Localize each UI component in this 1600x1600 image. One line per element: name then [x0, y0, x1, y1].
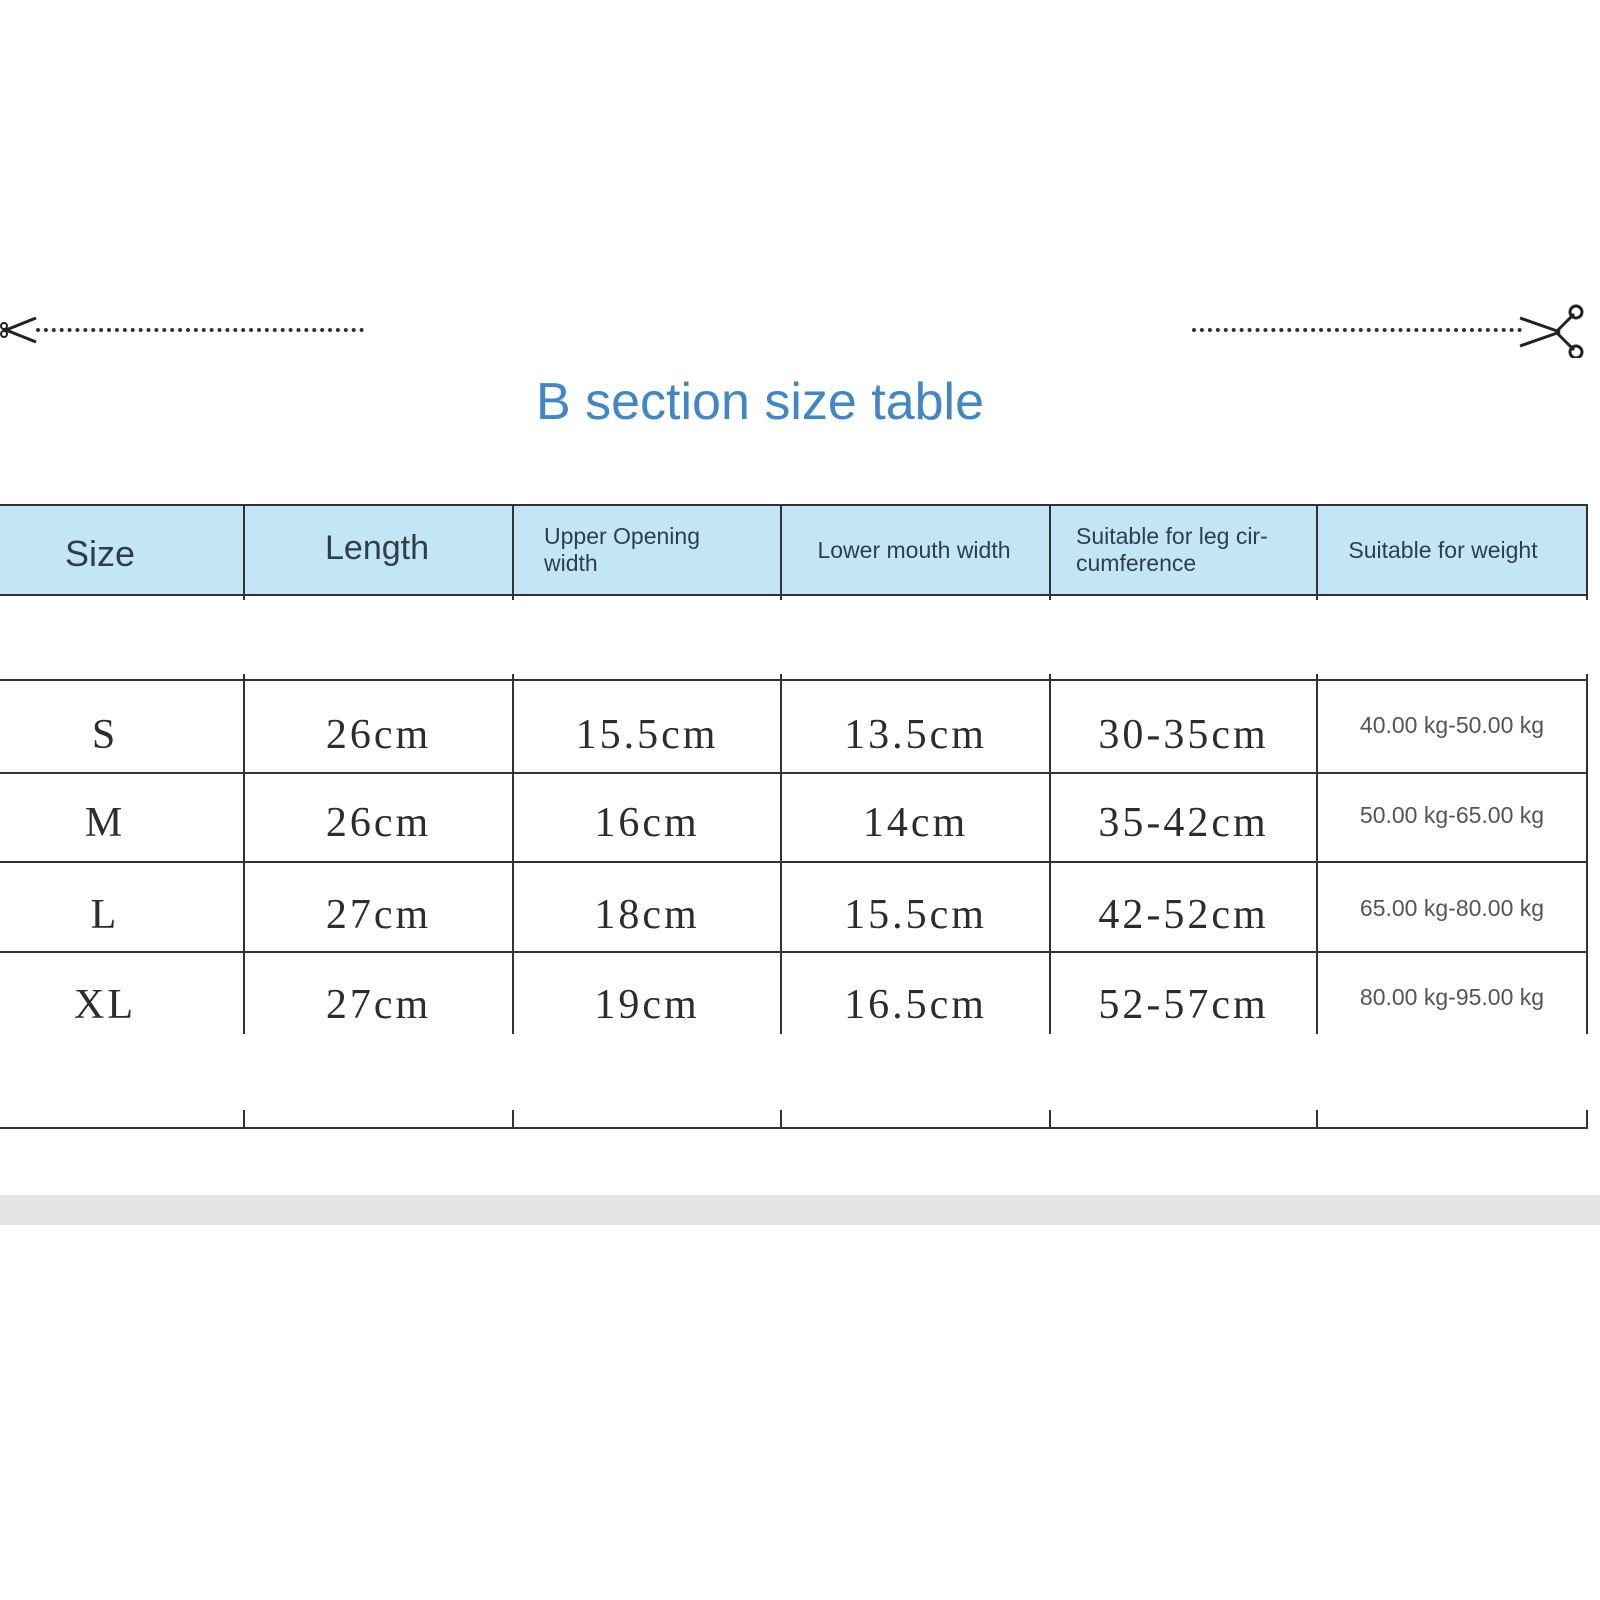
table-row-s-leg: 30-35cm	[1098, 712, 1269, 758]
table-row-l-lower: 15.5cm	[844, 892, 987, 938]
cut-line-right	[1192, 328, 1522, 332]
table-row-m-leg: 35-42cm	[1098, 800, 1269, 846]
table-row-xl-lower: 16.5cm	[844, 982, 987, 1028]
header-divider	[780, 504, 782, 600]
header-divider	[512, 504, 514, 600]
table-row-s-upper: 15.5cm	[575, 712, 719, 758]
column-tick	[1049, 1110, 1051, 1129]
header-lower-mouth-width: Lower mouth width	[817, 536, 1011, 563]
header-leg-circumference: Suitable for leg cir-cumference	[1076, 523, 1268, 576]
table-row-l-length: 27cm	[325, 892, 432, 938]
table-row-xl-leg: 52-57cm	[1098, 982, 1269, 1028]
table-row-m-upper: 16cm	[594, 800, 700, 846]
header-divider	[1049, 504, 1051, 600]
table-row-xl-weight: 80.00 kg-95.00 kg	[1359, 983, 1545, 1010]
column-tick	[243, 1110, 245, 1129]
header-weight: Suitable for weight	[1348, 536, 1538, 563]
table-row-s-lower: 13.5cm	[844, 712, 987, 758]
header-length: Length	[325, 528, 429, 567]
table-row-l-leg: 42-52cm	[1098, 892, 1269, 938]
scissors-right-icon	[1518, 302, 1584, 358]
table-row-m-weight: 50.00 kg-65.00 kg	[1359, 801, 1545, 828]
table-row-l-upper: 18cm	[594, 892, 700, 938]
table-row-xl-length: 27cm	[325, 982, 432, 1028]
scissors-left-icon	[0, 312, 40, 348]
table-row-s-weight: 40.00 kg-50.00 kg	[1359, 711, 1545, 738]
table-row-m-lower: 14cm	[862, 800, 969, 846]
header-divider	[243, 504, 245, 600]
table-row-xl-size: XL	[74, 982, 136, 1028]
header-upper-opening-width: Upper Opening width	[544, 523, 700, 576]
column-tick	[1316, 1110, 1318, 1129]
table-row-s-size: S	[91, 712, 119, 758]
table-row-l-size: L	[90, 892, 120, 938]
column-tick	[1586, 1110, 1588, 1129]
cut-line-left	[36, 328, 364, 332]
header-size: Size	[64, 533, 136, 574]
row-divider	[0, 1127, 1588, 1129]
bottom-band	[0, 1195, 1600, 1225]
header-divider	[1586, 504, 1588, 600]
column-tick	[512, 1110, 514, 1129]
table-row-s-length: 26cm	[325, 712, 432, 758]
column-tick	[780, 1110, 782, 1129]
table-row-m-length: 26cm	[325, 800, 432, 846]
table-title: B section size table	[535, 373, 985, 431]
header-divider	[1316, 504, 1318, 600]
row-divider	[0, 679, 1588, 681]
column-divider	[1586, 674, 1588, 1034]
table-row-l-weight: 65.00 kg-80.00 kg	[1359, 894, 1545, 921]
table-row-xl-upper: 19cm	[594, 982, 700, 1028]
table-row-m-size: M	[84, 800, 126, 846]
